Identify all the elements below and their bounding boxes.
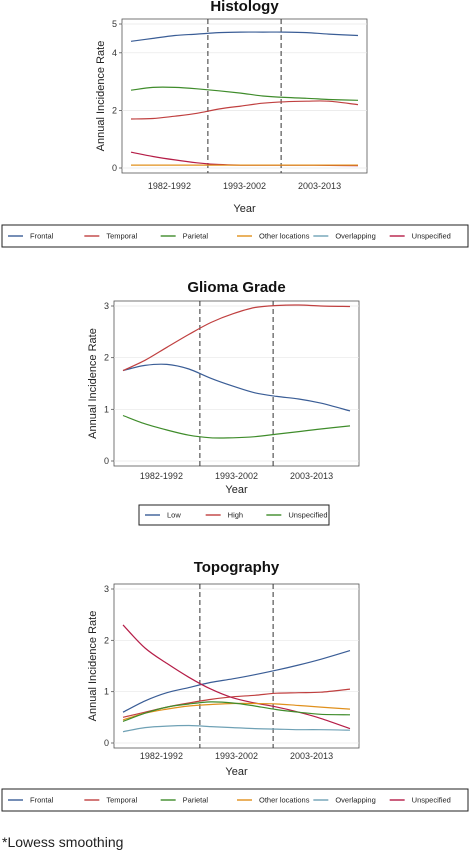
chart-title: Histology <box>210 0 279 15</box>
legend-label: Unspecified <box>288 510 328 520</box>
legend-label: Frontal <box>30 231 54 241</box>
footnote: *Lowess smoothing <box>2 834 124 850</box>
y-tick-label: 2 <box>103 352 109 363</box>
y-axis-label: Annual Incidence Rate <box>95 40 107 152</box>
chart-panel-2 <box>87 279 359 525</box>
legend-label: Temporal <box>106 231 138 241</box>
legend-label: Overlapping <box>335 795 376 805</box>
legend-label: Frontal <box>30 795 54 805</box>
x-axis-label: Year <box>225 766 248 778</box>
y-tick-label: 2 <box>111 105 117 116</box>
y-tick-label: 0 <box>111 163 117 173</box>
x-tick-label: 1993-2002 <box>222 181 267 191</box>
legend-label: Parietal <box>182 795 209 805</box>
x-tick-label: 2003-2013 <box>290 751 334 761</box>
y-axis-label: Annual Incidence Rate <box>87 610 99 722</box>
x-tick-label: 1982-1992 <box>139 751 183 761</box>
x-tick-label: 2003-2013 <box>298 181 342 191</box>
legend-label: Other locations <box>259 231 310 241</box>
legend-label: Other locations <box>259 795 310 805</box>
plot-area <box>114 301 359 466</box>
legend-label: Temporal <box>106 795 138 805</box>
y-tick-label: 4 <box>111 47 117 58</box>
x-axis-label: Year <box>233 203 256 215</box>
plot-area <box>114 584 359 748</box>
x-tick-label: 1993-2002 <box>214 471 259 481</box>
legend-label: Overlapping <box>335 231 376 241</box>
chart-panel-1 <box>2 0 468 247</box>
plot-area <box>122 19 367 173</box>
chart-title: Glioma Grade <box>187 279 286 296</box>
x-tick-label: 1993-2002 <box>214 751 259 761</box>
y-tick-label: 5 <box>111 19 117 29</box>
y-tick-label: 3 <box>103 584 109 594</box>
y-tick-label: 3 <box>103 301 109 311</box>
legend-label: High <box>227 510 244 520</box>
x-tick-label: 1982-1992 <box>139 471 183 481</box>
y-axis-label: Annual Incidence Rate <box>87 328 99 439</box>
x-tick-label: 1982-1992 <box>147 181 191 191</box>
legend-label: Low <box>167 510 181 520</box>
x-axis-label: Year <box>225 484 248 496</box>
y-tick-label: 1 <box>103 404 109 415</box>
y-tick-label: 0 <box>103 456 109 466</box>
legend-label: Unspecified <box>411 231 451 241</box>
x-tick-label: 2003-2013 <box>290 471 334 481</box>
chart-title: Topography <box>193 559 280 576</box>
y-tick-label: 2 <box>103 635 109 646</box>
legend-label: Parietal <box>182 231 209 241</box>
y-tick-label: 0 <box>103 738 109 748</box>
y-tick-label: 1 <box>103 686 109 697</box>
legend-label: Unspecified <box>411 795 451 805</box>
chart-panel-3 <box>2 559 468 811</box>
